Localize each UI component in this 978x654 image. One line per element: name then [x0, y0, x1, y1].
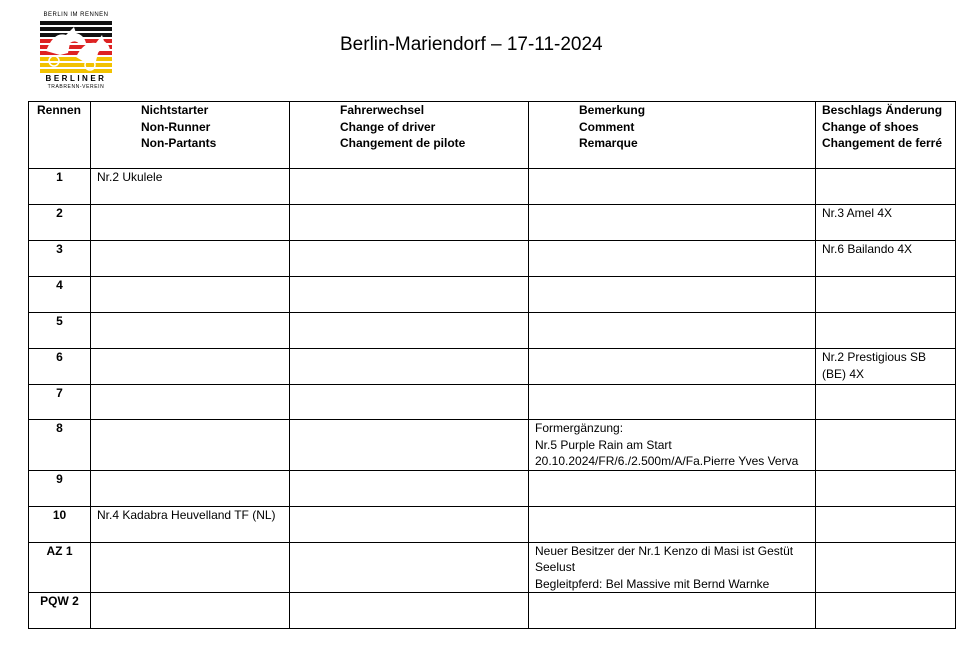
- logo-name: BERLINER: [45, 74, 107, 83]
- shoe-change-cell: [816, 241, 956, 277]
- cell-text: AZ 1: [46, 543, 73, 558]
- nonrunner-cell: [91, 169, 290, 205]
- table-row: [29, 542, 956, 593]
- shoe-change-cell: [816, 420, 956, 471]
- race-number: [29, 349, 91, 385]
- driver-change-cell: [290, 385, 529, 420]
- comment-cell: [529, 593, 816, 629]
- race-number: [29, 542, 91, 593]
- comment-cell: [529, 420, 816, 471]
- cell-text: 10: [52, 507, 67, 522]
- cell-text: Nr.6 Bailando 4X: [822, 242, 913, 256]
- shoe-change-cell: [816, 542, 956, 593]
- cell-text: 2: [56, 206, 63, 220]
- table-row: [29, 420, 956, 471]
- header-shoes: [816, 102, 956, 169]
- table-row: [29, 277, 956, 313]
- race-rows: [29, 169, 956, 629]
- race-number: [29, 277, 91, 313]
- driver-change-cell: [290, 277, 529, 313]
- shoe-change-cell: [816, 470, 956, 506]
- shoe-change-cell: [816, 593, 956, 629]
- shoe-change-cell: [816, 385, 956, 420]
- table-row: [29, 169, 956, 205]
- logo-subtitle: TRABRENN-VEREIN: [47, 84, 105, 90]
- table-row: [29, 241, 956, 277]
- header-shoes-fr: Changement de ferré: [822, 136, 943, 150]
- table-row: [29, 349, 956, 385]
- nonrunner-cell: [91, 241, 290, 277]
- comment-cell: [529, 542, 816, 593]
- header-comment-en: Comment: [579, 119, 635, 134]
- driver-change-cell: [290, 349, 529, 385]
- cell-text: 7: [56, 386, 63, 400]
- nonrunner-cell: [91, 277, 290, 313]
- header-comment-fr: Remarque: [579, 136, 638, 150]
- comment-cell: [529, 169, 816, 205]
- table-row: [29, 205, 956, 241]
- header-driver-fr: Changement de pilote: [340, 136, 466, 150]
- race-number: [29, 241, 91, 277]
- shoe-change-cell: [816, 313, 956, 349]
- comment-cell: [529, 506, 816, 542]
- comment-cell: [529, 470, 816, 506]
- header-shoes-de: Beschlags Änderung: [822, 103, 943, 117]
- driver-change-cell: [290, 593, 529, 629]
- comment-cell: [529, 205, 816, 241]
- comment-cell: [529, 385, 816, 420]
- cell-text: 8: [56, 421, 63, 435]
- header-driver-en: Change of driver: [340, 119, 436, 134]
- cell-text: Nr.5 Purple Rain am Start: [535, 437, 672, 452]
- nonrunner-cell: [91, 593, 290, 629]
- race-number: [29, 169, 91, 205]
- berliner-trabrenn-verein-logo: [38, 12, 114, 90]
- header-nonrunner-fr: Non-Partants: [141, 136, 217, 150]
- cell-text: Nr.2 Ukulele: [97, 170, 163, 184]
- header-nonrunner: [91, 102, 290, 169]
- nonrunner-cell: [91, 349, 290, 385]
- cell-text: 9: [56, 471, 63, 486]
- nonrunner-cell: [91, 205, 290, 241]
- cell-text: PQW 2: [40, 594, 79, 608]
- driver-change-cell: [290, 313, 529, 349]
- comment-cell: [529, 313, 816, 349]
- shoe-change-cell: [816, 349, 956, 385]
- table-row: [29, 470, 956, 506]
- table-row: [29, 593, 956, 629]
- race-number: [29, 313, 91, 349]
- header-driver: [290, 102, 529, 169]
- race-number: [29, 420, 91, 471]
- race-number: [29, 506, 91, 542]
- race-number: [29, 205, 91, 241]
- driver-change-cell: [290, 470, 529, 506]
- race-number: [29, 385, 91, 420]
- header-comment: [529, 102, 816, 169]
- nonrunner-cell: [91, 313, 290, 349]
- shoe-change-cell: [816, 169, 956, 205]
- header-comment-de: Bemerkung: [579, 103, 646, 117]
- header-rennen-label: Rennen: [37, 103, 82, 117]
- cell-text: 5: [56, 314, 63, 328]
- changes-table: [28, 101, 956, 629]
- race-number: [29, 470, 91, 506]
- comment-cell: [529, 241, 816, 277]
- race-number: [29, 593, 91, 629]
- comment-cell: [529, 349, 816, 385]
- table-row: [29, 385, 956, 420]
- nonrunner-cell: [91, 542, 290, 593]
- header-driver-de: Fahrerwechsel: [340, 103, 425, 117]
- table-row: [29, 506, 956, 542]
- comment-cell: [529, 277, 816, 313]
- nonrunner-cell: [91, 506, 290, 542]
- cell-text: 3: [56, 242, 63, 256]
- shoe-change-cell: [816, 277, 956, 313]
- cell-text: 4: [56, 278, 63, 292]
- cell-text: Seelust: [535, 560, 576, 574]
- driver-change-cell: [290, 420, 529, 471]
- driver-change-cell: [290, 205, 529, 241]
- cell-text: Nr.3 Amel 4X: [822, 206, 893, 220]
- shoe-change-cell: [816, 506, 956, 542]
- header-nonrunner-de: Nichtstarter: [141, 103, 209, 117]
- driver-change-cell: [290, 506, 529, 542]
- cell-text: 1: [56, 170, 63, 184]
- driver-change-cell: [290, 241, 529, 277]
- driver-change-cell: [290, 542, 529, 593]
- page-title: Berlin-Mariendorf – 17-11-2024: [340, 34, 603, 55]
- header-row: [29, 102, 956, 169]
- table-row: [29, 313, 956, 349]
- cell-text: Nr.2 Prestigious SB: [822, 350, 927, 364]
- nonrunner-cell: [91, 385, 290, 420]
- header-shoes-en: Change of shoes: [822, 119, 919, 134]
- cell-text: (BE) 4X: [822, 366, 865, 381]
- header-nonrunner-en: Non-Runner: [141, 119, 211, 134]
- shoe-change-cell: [816, 205, 956, 241]
- cell-text: Begleitpferd: Bel Massive mit Bernd Warnke: [535, 576, 770, 591]
- logo-flag-horses-icon: [40, 21, 112, 73]
- nonrunner-cell: [91, 420, 290, 471]
- cell-text: 6: [56, 350, 63, 364]
- cell-text: Formergänzung:: [535, 421, 624, 435]
- driver-change-cell: [290, 169, 529, 205]
- header-rennen: [29, 102, 91, 169]
- cell-text: 20.10.2024/FR/6./2.500m/A/Fa.Pierre Yves Verva: [535, 454, 799, 468]
- cell-text: Nr.4 Kadabra Heuvelland TF (NL): [97, 507, 276, 522]
- logo-top-text: BERLIN IM RENNEN: [43, 12, 109, 18]
- nonrunner-cell: [91, 470, 290, 506]
- cell-text: Neuer Besitzer der Nr.1 Kenzo di Masi ist Gestüt: [535, 543, 794, 558]
